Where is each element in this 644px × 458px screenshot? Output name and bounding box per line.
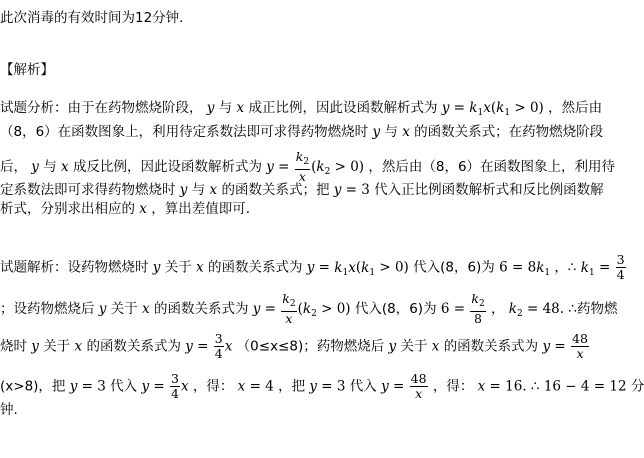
math-x: x — [139, 201, 147, 217]
math-formula: $k_1$ — [536, 259, 551, 278]
math-formula: = — [192, 338, 213, 355]
math-formula: = 3 — [341, 182, 370, 198]
solution-line-3 — [0, 332, 590, 361]
text: 析式，分别求出相应的 — [0, 201, 135, 217]
math-formula: ( — [297, 301, 303, 317]
math-formula: > 0) — [375, 259, 409, 276]
math-formula: = 48. — [522, 301, 565, 317]
text: 试题解析：设药物燃烧时 — [0, 259, 149, 276]
answer-text: 此次消毒的有效时间为12分钟. — [0, 10, 184, 26]
math-formula: > 0) — [510, 100, 544, 116]
math-formula: > 0) — [316, 301, 351, 317]
math-y: y — [372, 124, 381, 140]
math-formula: = — [273, 159, 294, 175]
math-y: y — [31, 338, 39, 355]
analysis-line-3 — [0, 150, 615, 184]
math-formula: = — [260, 301, 281, 317]
math-x: x — [209, 182, 218, 198]
math-fraction: $\frac{3}{4}$ — [616, 252, 625, 282]
solution-line-5 — [0, 400, 18, 420]
text: ，算出差值即可. — [151, 201, 251, 217]
math-formula: = — [388, 378, 409, 395]
math-x: x — [142, 301, 150, 317]
math-formula: $k_2$ — [316, 159, 331, 177]
math-formula: 6 = 8 — [499, 259, 537, 276]
math-formula: > 0) — [330, 159, 365, 175]
math-formula: $k_2$ — [508, 301, 523, 319]
math-formula: ( — [355, 259, 362, 276]
text: 烧时 — [0, 338, 27, 355]
text: 与 — [218, 100, 233, 116]
section-heading — [0, 60, 54, 80]
text: 关于 — [110, 301, 138, 317]
text: 与 — [43, 159, 57, 175]
text: 关于 — [164, 259, 192, 276]
math-formula: = 4 — [245, 378, 274, 395]
math-formula: $k_1x$ — [469, 100, 491, 118]
text: 关于 — [400, 338, 428, 355]
text: 的函数关系式；在药物燃烧阶段 — [414, 124, 604, 140]
text: 试题分析：由于在药物燃烧阶段， — [0, 100, 203, 116]
math-formula: = — [594, 259, 615, 276]
math-x: x — [196, 259, 204, 276]
math-formula: ( — [490, 100, 497, 116]
text: 代入(8，6)为 — [354, 301, 437, 317]
text: ，得： — [432, 378, 474, 395]
heading-text: 【解析】 — [0, 62, 54, 78]
math-formula: x — [477, 378, 486, 395]
text: （8，6）在函数图象上，利用待定系数法即可求得药物燃烧时 — [0, 124, 369, 140]
text: 的函数关系式为 — [86, 338, 181, 355]
text: ；设药物燃烧后 — [0, 301, 95, 317]
math-formula: x — [180, 378, 189, 395]
text: 代入 — [110, 378, 138, 395]
math-x: x — [402, 124, 410, 140]
math-formula: = 3 — [317, 378, 346, 395]
math-formula: = 16. — [485, 378, 527, 395]
math-formula: $k_2$ — [302, 301, 317, 319]
math-formula: y — [185, 338, 193, 355]
math-formula: 16 − 4 = 12 — [543, 378, 627, 395]
math-x: x — [74, 338, 83, 355]
math-formula: $k_1$ — [496, 100, 511, 118]
math-formula: y — [266, 159, 274, 175]
math-formula: ( — [311, 159, 317, 175]
text: 定系数法即可求得药物燃烧时 — [0, 182, 176, 198]
math-formula: y — [441, 100, 450, 116]
math-y: y — [206, 100, 215, 116]
math-fraction: $\frac{k_2}{8}$ — [471, 291, 485, 326]
math-x: x — [431, 338, 440, 355]
text: 与 — [191, 182, 206, 198]
text: 与 — [384, 124, 398, 140]
math-formula: x — [224, 338, 233, 355]
text: ，然后由 — [548, 100, 603, 116]
math-y: y — [98, 301, 107, 317]
text: 代入正比例函数解析式和反比例函数解 — [374, 182, 604, 198]
text: ，把 — [278, 378, 306, 395]
math-formula: = 3 — [77, 378, 106, 395]
math-y: y — [31, 159, 39, 175]
text: ，∴ — [554, 259, 577, 276]
math-fraction: $\frac{48}{x}$ — [410, 371, 427, 401]
text: （0≤x≤8)；药物燃烧后 — [236, 338, 385, 355]
math-formula: = — [449, 100, 470, 116]
analysis-line-1 — [0, 98, 602, 123]
math-formula: y — [333, 182, 342, 198]
math-fraction: $\frac{3}{4}$ — [214, 331, 223, 361]
text: 成反比例，因此设函数解析式为 — [72, 159, 262, 175]
text: 代入 — [349, 378, 377, 395]
text: 后， — [0, 159, 27, 175]
math-formula: y — [141, 378, 150, 395]
math-formula: $k_1$ — [361, 259, 376, 278]
text: 的函数关系式为 — [207, 259, 303, 276]
analysis-line-2 — [0, 122, 603, 142]
math-formula: = — [550, 338, 571, 355]
text: 的函数关系式为 — [443, 338, 539, 355]
math-formula: = — [314, 259, 335, 276]
text: 的函数关系式为 — [153, 301, 249, 317]
math-y: y — [152, 259, 161, 276]
text: ，然后由（8，6）在函数图象上，利用待 — [368, 159, 616, 175]
text: 的函数关系式；把 — [221, 182, 330, 198]
math-formula: y — [252, 301, 261, 317]
text: 分 — [630, 378, 644, 395]
math-formula: y — [542, 338, 551, 355]
text: ∴ — [530, 378, 540, 395]
text: (x>8)，把 — [0, 378, 66, 395]
analysis-line-4 — [0, 180, 604, 200]
math-formula: $k_1x$ — [334, 259, 356, 278]
math-x: x — [61, 159, 69, 175]
text: ，得： — [192, 378, 234, 395]
answer-line — [0, 8, 183, 28]
math-formula: 6 = — [440, 301, 470, 317]
analysis-line-5 — [0, 199, 250, 219]
text: 代入(8，6)为 — [413, 259, 495, 276]
math-formula: y — [381, 378, 389, 395]
text: ， — [490, 301, 505, 317]
math-y: y — [179, 182, 188, 198]
math-fraction: $\frac{k_2}{x}$ — [282, 291, 296, 326]
math-x: x — [236, 100, 245, 116]
solution-line-1 — [0, 253, 627, 283]
math-formula: y — [309, 378, 318, 395]
solution-line-2 — [0, 292, 617, 326]
text: 成正比例，因此设函数解析式为 — [248, 100, 438, 116]
solution-line-4 — [0, 372, 644, 401]
text: ∴药物燃 — [568, 301, 618, 317]
text: 关于 — [43, 338, 71, 355]
math-y: y — [388, 338, 397, 355]
math-formula: $k_1$ — [580, 259, 595, 278]
math-fraction: $\frac{3}{4}$ — [171, 371, 179, 401]
math-fraction: $\frac{k_2}{x}$ — [295, 149, 310, 184]
math-formula: = — [149, 378, 169, 395]
math-formula: y — [306, 259, 315, 276]
math-formula: x — [237, 378, 246, 395]
math-formula: y — [69, 378, 78, 395]
math-fraction: $\frac{48}{x}$ — [572, 331, 588, 361]
text: 钟. — [0, 402, 18, 418]
